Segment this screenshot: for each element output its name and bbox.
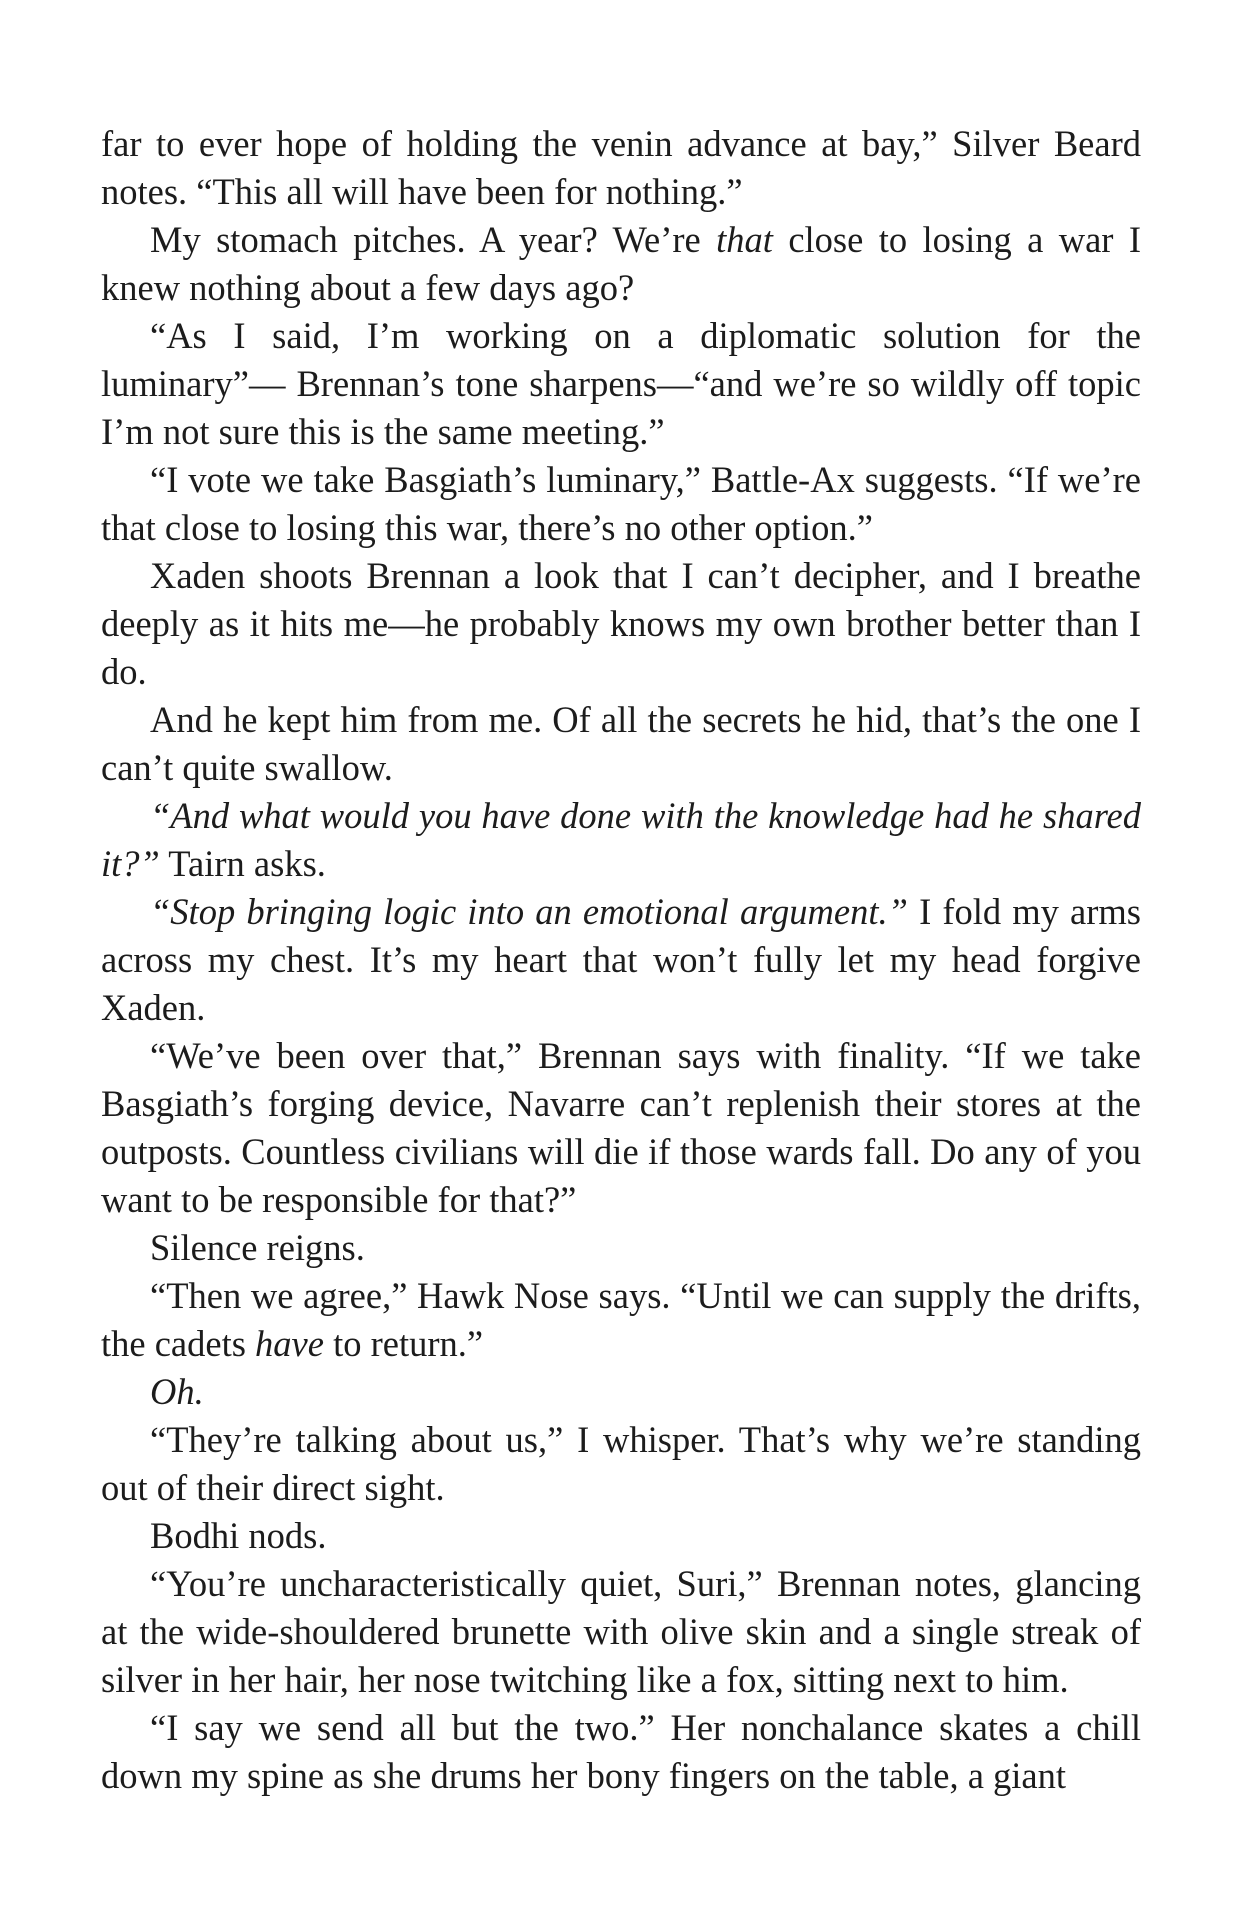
body-paragraph <box>101 792 1141 888</box>
body-paragraph <box>101 696 1141 792</box>
body-paragraph <box>101 1416 1141 1512</box>
body-paragraph <box>101 1512 1141 1560</box>
body-paragraph <box>101 888 1141 1032</box>
text-run: “You’re uncharacteristically quiet, Suri,” Brennan notes, glancing at the wide-shouldered brunette with olive skin and a single streak of silver in her hair, her nose twitching like a fox, sitting next to him. <box>101 1563 1141 1700</box>
italic-text-run: have <box>255 1323 324 1364</box>
italic-text-run: that <box>716 219 773 260</box>
book-page <box>101 120 1141 1800</box>
body-paragraph <box>101 552 1141 696</box>
body-paragraph <box>101 312 1141 456</box>
text-run: “Then we agree,” Hawk Nose says. “Until we can supply the drifts, the cadets <box>101 1275 1141 1364</box>
body-paragraph <box>101 120 1141 216</box>
text-run: Tairn asks. <box>159 843 326 884</box>
body-paragraph <box>101 216 1141 312</box>
text-run: I fold my arms across my chest. It’s my heart that won’t fully let my head forgive Xaden. <box>101 891 1141 1028</box>
text-run: far to ever hope of holding the venin advance at bay,” Silver Beard notes. “This all will have been for nothing.” <box>101 123 1141 212</box>
body-paragraph <box>101 1704 1141 1800</box>
italic-text-run: “And what would you have done with the knowledge had he shared it?” <box>101 795 1141 884</box>
text-run: “I say we send all but the two.” Her nonchalance skates a chill down my spine as she drums her bony fingers on the table, a giant <box>101 1707 1141 1796</box>
text-run: “I vote we take Basgiath’s luminary,” Battle-Ax suggests. “If we’re that close to losing this war, there’s no other option.” <box>101 459 1141 548</box>
text-run: “They’re talking about us,” I whisper. That’s why we’re standing out of their direct sight. <box>101 1419 1141 1508</box>
text-run: “As I said, I’m working on a diplomatic solution for the luminary”— Brennan’s tone sharpens—“and we’re so wildly off topic I’m not sure this is the same meeting.” <box>101 315 1141 452</box>
body-paragraph <box>101 456 1141 552</box>
body-paragraph <box>101 1032 1141 1224</box>
italic-text-run: Oh. <box>150 1371 204 1412</box>
text-run: And he kept him from me. Of all the secrets he hid, that’s the one I can’t quite swallow. <box>101 699 1141 788</box>
text-run: Silence reigns. <box>150 1227 365 1268</box>
text-run: Xaden shoots Brennan a look that I can’t decipher, and I breathe deeply as it hits me—he probably knows my own brother better than I do. <box>101 555 1141 692</box>
text-run: to return.” <box>323 1323 484 1364</box>
body-paragraph <box>101 1560 1141 1704</box>
text-run: close to losing a war I knew nothing about a few days ago? <box>101 219 1141 308</box>
body-paragraph <box>101 1272 1141 1368</box>
text-run: “We’ve been over that,” Brennan says with finality. “If we take Basgiath’s forging device, Navarre can’t replenish their stores at the outposts. Countless civilians will die if those wards fall. Do any of you want to be responsible for that?” <box>101 1035 1141 1220</box>
text-run: Bodhi nods. <box>150 1515 327 1556</box>
body-paragraph <box>101 1368 1141 1416</box>
italic-text-run: “Stop bringing logic into an emotional argument.” <box>150 891 908 932</box>
text-run: My stomach pitches. A year? We’re <box>150 219 717 260</box>
body-paragraph <box>101 1224 1141 1272</box>
